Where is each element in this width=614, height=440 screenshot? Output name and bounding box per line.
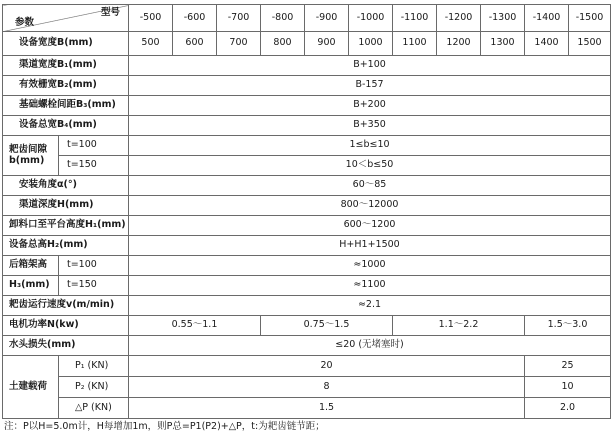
motor-power-cell: 1.5～3.0	[525, 316, 611, 336]
rake-gap-t100-value: 1≤b≤10	[129, 136, 611, 156]
width-cell: 1200	[437, 32, 481, 56]
table-row	[3, 316, 611, 336]
p2-value-a: 8	[129, 377, 525, 398]
rear-frame-t100-label: t=100	[59, 256, 129, 276]
table-row	[3, 196, 611, 216]
p1-value-b: 25	[525, 356, 611, 377]
rake-gap-label-line1: 耙齿间隙	[9, 144, 48, 156]
model-header: -500	[129, 5, 173, 32]
rear-frame-label-line1: 后箱架高	[3, 256, 59, 276]
rake-gap-label	[3, 136, 59, 176]
motor-power-cell: 0.55～1.1	[129, 316, 261, 336]
anchor-spacing-label: 基础螺栓间距B₃(mm)	[3, 96, 129, 116]
model-header: -900	[305, 5, 349, 32]
table-row	[3, 236, 611, 256]
param-header: 参数	[15, 16, 35, 28]
spec-table	[2, 4, 611, 419]
width-cell: 1400	[525, 32, 569, 56]
total-height-value: H+H1+1500	[129, 236, 611, 256]
motor-power-cell: 1.1～2.2	[393, 316, 525, 336]
civil-load-label: 土建载荷	[3, 356, 59, 419]
table-row	[3, 336, 611, 356]
model-header: -600	[173, 5, 217, 32]
width-cell: 500	[129, 32, 173, 56]
dp-value-b: 2.0	[525, 398, 611, 419]
footnote: 注：P以H=5.0m计，H每增加1m，则P总=P1(P2)+△P，t:为耙齿链节距；	[4, 421, 325, 432]
rake-speed-value: ≈2.1	[129, 296, 611, 316]
rake-gap-t100-label: t=100	[59, 136, 129, 156]
header-diagonal-cell	[3, 5, 129, 32]
table-row	[3, 377, 611, 398]
table-row	[3, 276, 611, 296]
total-width-value: B+350	[129, 116, 611, 136]
equipment-width-label: 设备宽度B(mm)	[3, 32, 129, 56]
rear-frame-t150-value: ≈1100	[129, 276, 611, 296]
p2-value-b: 10	[525, 377, 611, 398]
rake-gap-t150-label: t=150	[59, 156, 129, 176]
width-cell: 1500	[569, 32, 611, 56]
width-cell: 700	[217, 32, 261, 56]
discharge-height-label: 卸料口至平台高度H₁(mm)	[3, 216, 129, 236]
install-angle-value: 60～85	[129, 176, 611, 196]
model-header: -1400	[525, 5, 569, 32]
dp-value-a: 1.5	[129, 398, 525, 419]
model-header: -1300	[481, 5, 525, 32]
table-row	[3, 176, 611, 196]
channel-width-label: 渠道宽度B₁(mm)	[3, 56, 129, 76]
effective-grate-value: B-157	[129, 76, 611, 96]
p2-label: P₂ (KN)	[59, 377, 129, 398]
table-row	[3, 56, 611, 76]
table-row	[3, 256, 611, 276]
p1-value-a: 20	[129, 356, 525, 377]
table-row	[3, 76, 611, 96]
width-cell: 600	[173, 32, 217, 56]
channel-depth-value: 800～12000	[129, 196, 611, 216]
model-header: -800	[261, 5, 305, 32]
table-row	[3, 116, 611, 136]
table-row	[3, 398, 611, 419]
rake-speed-label: 耙齿运行速度v(m/min)	[3, 296, 129, 316]
header-row	[3, 5, 611, 32]
anchor-spacing-value: B+200	[129, 96, 611, 116]
dp-label: △P (KN)	[59, 398, 129, 419]
install-angle-label: 安装角度α(°)	[3, 176, 129, 196]
rear-frame-label-line2: H₃(mm)	[3, 276, 59, 296]
motor-power-label: 电机功率N(kw)	[3, 316, 129, 336]
rear-frame-t100-value: ≈1000	[129, 256, 611, 276]
p1-label: P₁ (KN)	[59, 356, 129, 377]
table-row	[3, 156, 611, 176]
width-cell: 900	[305, 32, 349, 56]
width-cell: 1000	[349, 32, 393, 56]
width-cell: 800	[261, 32, 305, 56]
table-row	[3, 32, 611, 56]
total-width-label: 设备总宽B₄(mm)	[3, 116, 129, 136]
head-loss-label: 水头损失(mm)	[3, 336, 129, 356]
table-row	[3, 216, 611, 236]
rake-gap-t150-value: 10＜b≤50	[129, 156, 611, 176]
table-row	[3, 296, 611, 316]
channel-width-value: B+100	[129, 56, 611, 76]
channel-depth-label: 渠道深度H(mm)	[3, 196, 129, 216]
width-cell: 1100	[393, 32, 437, 56]
table-row	[3, 96, 611, 116]
effective-grate-label: 有效栅宽B₂(mm)	[3, 76, 129, 96]
width-cell: 1300	[481, 32, 525, 56]
motor-power-cell: 0.75～1.5	[261, 316, 393, 336]
head-loss-value: ≤20 (无堵塞时)	[129, 336, 611, 356]
table-row	[3, 136, 611, 156]
model-header: -1200	[437, 5, 481, 32]
rear-frame-t150-label: t=150	[59, 276, 129, 296]
model-header: -1500	[569, 5, 611, 32]
discharge-height-value: 600～1200	[129, 216, 611, 236]
rake-gap-label-line2: b(mm)	[9, 154, 45, 166]
model-header: -1000	[349, 5, 393, 32]
model-header: -1100	[393, 5, 437, 32]
type-header: 型号	[100, 7, 120, 18]
table-row	[3, 356, 611, 377]
model-header: -700	[217, 5, 261, 32]
total-height-label: 设备总高H₂(mm)	[3, 236, 129, 256]
